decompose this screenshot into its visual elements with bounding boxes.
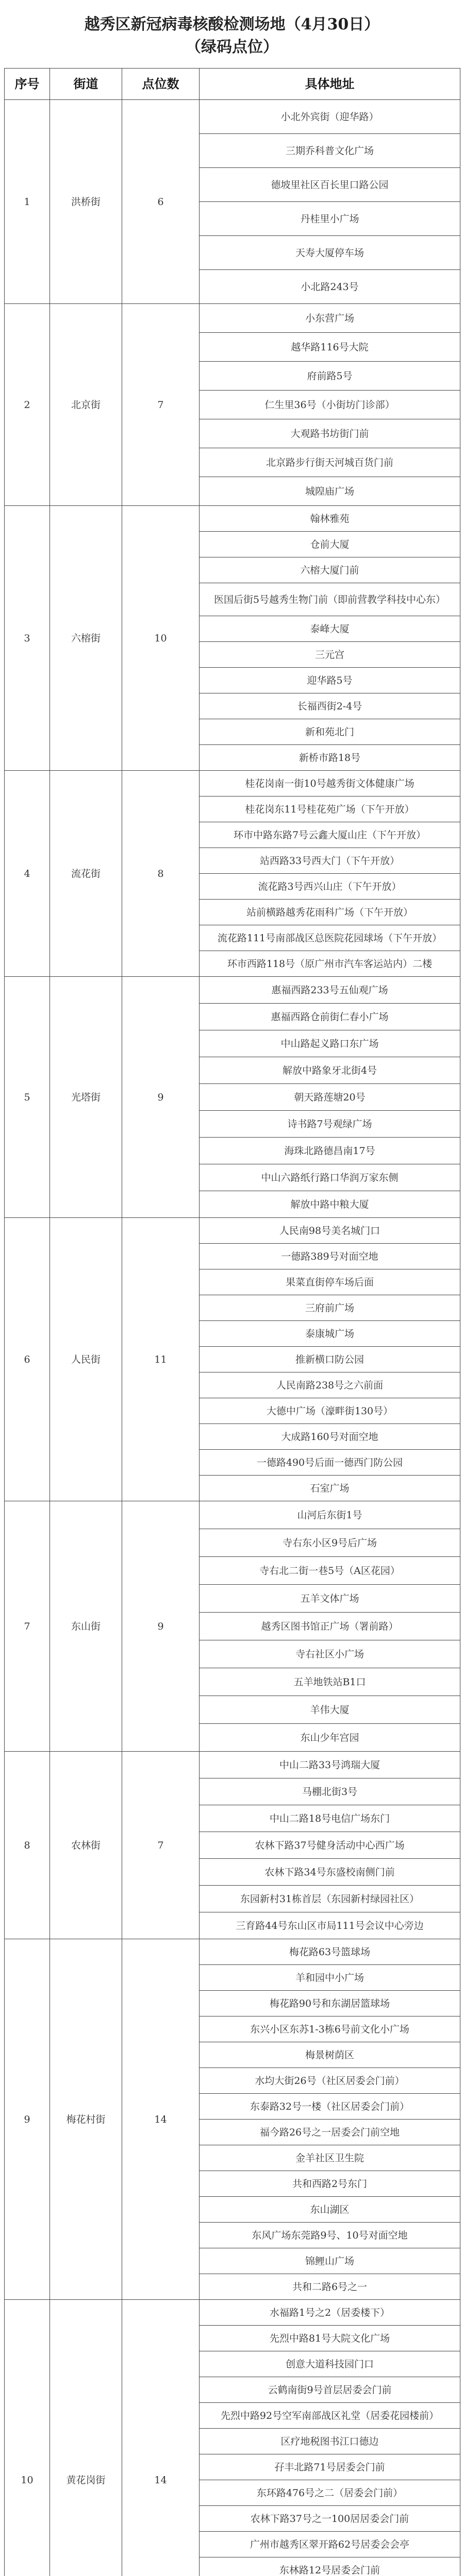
site-address: 诗书路7号观绿广场 — [200, 1111, 460, 1138]
row-number: 1 — [5, 100, 50, 304]
site-address: 新和苑北门 — [200, 719, 460, 745]
site-address: 梅花路90号和东湖居篮球场 — [200, 1991, 460, 2016]
site-address: 先烈中路92号空军南部战区礼堂（居委花园楼前） — [200, 2403, 460, 2429]
site-address: 解放中路象牙北街4号 — [200, 1057, 460, 1084]
site-address: 桂花岗东11号桂花苑广场（下午开放） — [200, 796, 460, 822]
site-address: 越华路116号大院 — [200, 333, 460, 362]
site-address: 孖丰北路71号居委会门前 — [200, 2454, 460, 2480]
site-address: 越秀区图书馆正广场（署前路） — [200, 1613, 460, 1640]
street-name: 东山街 — [50, 1501, 122, 1752]
site-address: 五羊文体广场 — [200, 1585, 460, 1613]
site-address: 大成路160号对面空地 — [200, 1424, 460, 1450]
site-address: 共和西路2号东门 — [200, 2171, 460, 2197]
site-address: 仓前大厦 — [200, 532, 460, 557]
site-address: 朝天路莲塘20号 — [200, 1084, 460, 1111]
site-address: 环市西路118号（原广州市汽车客运站内）二楼 — [200, 951, 460, 977]
site-address: 山河后东街1号 — [200, 1501, 460, 1529]
row-number: 3 — [5, 506, 50, 771]
site-address: 马棚北街3号 — [200, 1778, 460, 1805]
site-address: 解放中路中粮大厦 — [200, 1191, 460, 1218]
table-body — [5, 100, 460, 2576]
header-no: 序号 — [5, 69, 50, 100]
page-title — [0, 0, 464, 68]
site-address: 德坡里社区百长里口路公园 — [200, 168, 460, 202]
row-number: 8 — [5, 1752, 50, 1939]
site-address: 北京路步行街天河城百货门前 — [200, 448, 460, 477]
street-name: 农林街 — [50, 1752, 122, 1939]
site-address: 梅景树荫区 — [200, 2042, 460, 2068]
table-row — [5, 1501, 460, 1529]
site-address: 人民南路238号之六前面 — [200, 1372, 460, 1398]
street-name: 人民街 — [50, 1218, 122, 1501]
site-address: 三育路44号东山区市局111号会议中心旁边 — [200, 1912, 460, 1939]
site-address: 三府前广场 — [200, 1295, 460, 1321]
site-address: 惠福西路仓前街仁春小广场 — [200, 1004, 460, 1030]
site-address: 中山六路纸行路口华润万家东侧 — [200, 1164, 460, 1191]
table-row — [5, 100, 460, 134]
site-address: 海珠北路德昌南17号 — [200, 1138, 460, 1164]
site-address: 创意大道科技园门口 — [200, 2351, 460, 2377]
testing-sites-table — [4, 68, 460, 2576]
row-number: 10 — [5, 2300, 50, 2576]
table-row — [5, 977, 460, 1004]
site-address: 站前横路越秀花雨科广场（下午开放） — [200, 900, 460, 925]
site-address: 东园新村31栋首层（东园新村绿园社区） — [200, 1886, 460, 1912]
site-address: 天寿大厦停车场 — [200, 236, 460, 270]
site-address: 金羊社区卫生院 — [200, 2145, 460, 2171]
site-address: 新桥市路18号 — [200, 745, 460, 771]
site-address: 云鹤南街9号首层居委会门前 — [200, 2377, 460, 2403]
site-count: 14 — [122, 2300, 200, 2576]
site-address: 迎华路5号 — [200, 668, 460, 693]
site-count: 6 — [122, 100, 200, 304]
table-row — [5, 1752, 460, 1778]
site-address: 惠福西路233号五仙观广场 — [200, 977, 460, 1004]
site-address: 流花路111号南部战区总医院花园球场（下午开放） — [200, 925, 460, 951]
site-address: 广州市越秀区翠开路62号居委会会亭 — [200, 2532, 460, 2557]
site-address: 六榕大厦门前 — [200, 557, 460, 583]
site-address: 中山路起义路口东广场 — [200, 1030, 460, 1057]
site-address: 人民南98号美名城门口 — [200, 1218, 460, 1244]
site-address: 大观路书坊街门前 — [200, 419, 460, 448]
table-row — [5, 304, 460, 333]
site-count: 7 — [122, 1752, 200, 1939]
site-address: 长福西街2-4号 — [200, 693, 460, 719]
header-street: 街道 — [50, 69, 122, 100]
site-address: 中山二路33号鸿瑞大厦 — [200, 1752, 460, 1778]
site-address: 五羊地铁站B1口 — [200, 1668, 460, 1696]
site-address: 锦鲤山广场 — [200, 2248, 460, 2274]
row-number: 2 — [5, 304, 50, 506]
site-address: 东环路476号之二（居委会门前） — [200, 2480, 460, 2506]
site-address: 水福路1号之2（居委楼下） — [200, 2300, 460, 2326]
title-line-2: （绿码点位） — [186, 38, 278, 56]
street-name: 梅花村街 — [50, 1939, 122, 2300]
site-address: 泰康城广场 — [200, 1321, 460, 1347]
site-address: 东泰路32号一楼（社区居委会门前） — [200, 2094, 460, 2120]
site-count: 9 — [122, 1501, 200, 1752]
site-address: 流花路3号西兴山庄（下午开放） — [200, 874, 460, 900]
street-name: 黄花岗街 — [50, 2300, 122, 2576]
site-address: 三元宫 — [200, 642, 460, 668]
street-name: 洪桥街 — [50, 100, 122, 304]
site-count: 9 — [122, 977, 200, 1218]
site-address: 东山少年宫园 — [200, 1724, 460, 1752]
site-address: 福今路26号之一居委会门前空地 — [200, 2120, 460, 2145]
street-name: 流花街 — [50, 771, 122, 977]
site-count: 7 — [122, 304, 200, 506]
site-address: 推新横口防公园 — [200, 1347, 460, 1372]
site-address: 水均大街26号（社区居委会门前） — [200, 2068, 460, 2094]
site-address: 寺右北二街一巷5号（A区花园） — [200, 1557, 460, 1585]
table-header-row — [5, 69, 460, 100]
site-address: 区疗地税图书江口德边 — [200, 2429, 460, 2454]
site-address: 东林路12号居委会门前 — [200, 2557, 460, 2576]
site-address: 先烈中路81号大院文化广场 — [200, 2326, 460, 2351]
site-address: 中山二路18号电信广场东门 — [200, 1805, 460, 1832]
site-address: 翰林雅苑 — [200, 506, 460, 532]
site-address: 小东营广场 — [200, 304, 460, 333]
site-address: 站西路33号西大门（下午开放） — [200, 848, 460, 874]
street-name: 北京街 — [50, 304, 122, 506]
row-number: 5 — [5, 977, 50, 1218]
table-row — [5, 506, 460, 532]
site-address: 小北外宾街（迎华路） — [200, 100, 460, 134]
site-address: 三期乔科普文化广场 — [200, 134, 460, 168]
header-address: 具体地址 — [200, 69, 460, 100]
site-address: 一德路490号后面一德西门防公园 — [200, 1450, 460, 1476]
table-row — [5, 1218, 460, 1244]
site-address: 医国后街5号越秀生物门前（即前营教学科技中心东） — [200, 583, 460, 616]
site-address: 东兴小区东苏1-3栋6号前文化小广场 — [200, 2016, 460, 2042]
site-address: 府前路5号 — [200, 362, 460, 391]
site-count: 11 — [122, 1218, 200, 1501]
row-number: 4 — [5, 771, 50, 977]
site-address: 农林下路37号之一100居居委会门前 — [200, 2506, 460, 2532]
site-address: 果菜直街停车场后面 — [200, 1269, 460, 1295]
street-name: 六榕街 — [50, 506, 122, 771]
site-address: 共和二路6号之一 — [200, 2274, 460, 2300]
site-address: 丹桂里小广场 — [200, 202, 460, 236]
site-address: 大德中广场（濠畔街130号） — [200, 1398, 460, 1424]
table-row — [5, 1939, 460, 1965]
row-number: 6 — [5, 1218, 50, 1501]
header-count: 点位数 — [122, 69, 200, 100]
site-address: 寺右东小区9号后广场 — [200, 1529, 460, 1557]
table-row — [5, 2300, 460, 2326]
site-address: 梅花路63号篮球场 — [200, 1939, 460, 1965]
row-number: 7 — [5, 1501, 50, 1752]
table-row — [5, 771, 460, 796]
site-address: 小北路243号 — [200, 270, 460, 304]
site-address: 寺右社区小广场 — [200, 1640, 460, 1668]
site-address: 农林下路34号东盛校南侧门前 — [200, 1859, 460, 1886]
street-name: 光塔街 — [50, 977, 122, 1218]
site-address: 一德路389号对面空地 — [200, 1244, 460, 1269]
site-address: 桂花岗南一街10号越秀街文体健康广场 — [200, 771, 460, 796]
site-address: 羊和园中小广场 — [200, 1965, 460, 1991]
row-number: 9 — [5, 1939, 50, 2300]
site-address: 石室广场 — [200, 1476, 460, 1501]
site-address: 羊伟大厦 — [200, 1696, 460, 1724]
title-line-1: 越秀区新冠病毒核酸检测场地（4月30日） — [84, 15, 380, 33]
site-count: 8 — [122, 771, 200, 977]
site-address: 城隍庙广场 — [200, 477, 460, 506]
site-address: 农林下路37号健身活动中心西广场 — [200, 1832, 460, 1859]
site-address: 东山湖区 — [200, 2197, 460, 2223]
site-address: 东风广场东莞路9号、10号对面空地 — [200, 2223, 460, 2248]
site-address: 环市中路东路7号云鑫大厦山庄（下午开放） — [200, 822, 460, 848]
site-count: 10 — [122, 506, 200, 771]
site-count: 14 — [122, 1939, 200, 2300]
site-address: 泰峰大厦 — [200, 616, 460, 642]
site-address: 仁生里36号（小街坊门诊部） — [200, 391, 460, 419]
